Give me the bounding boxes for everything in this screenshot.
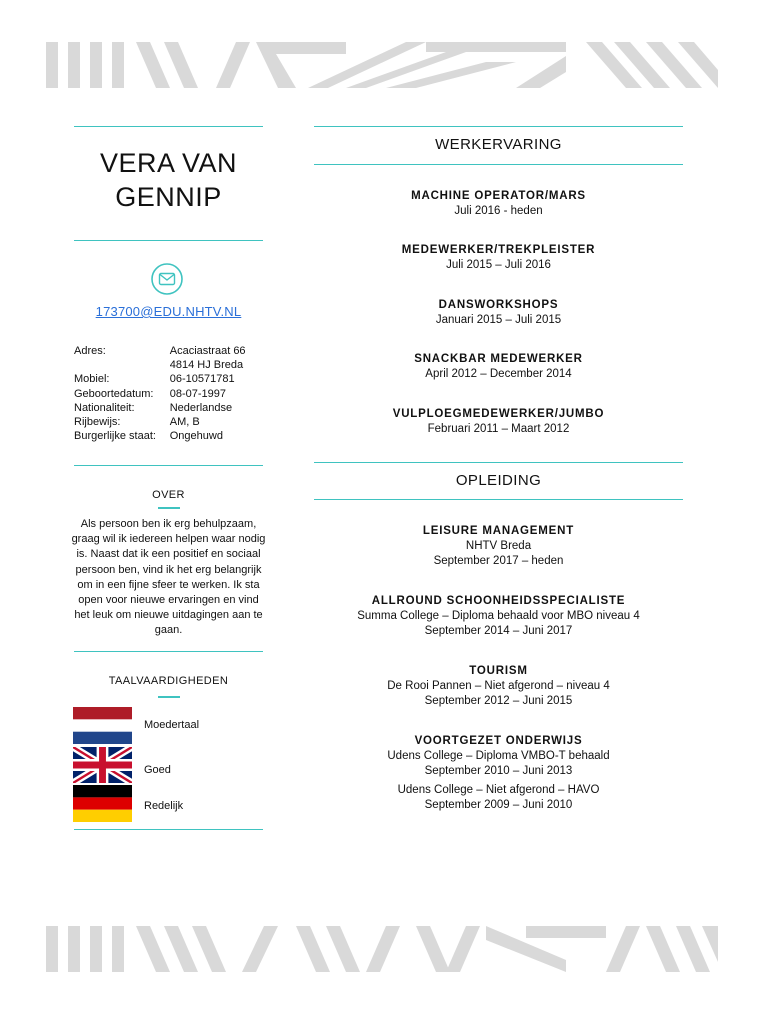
detail-value: 4814 HJ Breda bbox=[169, 359, 244, 372]
education-entry bbox=[314, 594, 683, 639]
entry-title: VULPLOEGMEDEWERKER/JUMBO bbox=[392, 408, 605, 420]
decorative-stripe-band-bottom bbox=[46, 926, 718, 972]
detail-row bbox=[74, 358, 274, 372]
decorative-stripe-band-top bbox=[46, 42, 718, 88]
experience-entry bbox=[314, 243, 683, 273]
entry-line: Juli 2015 – Juli 2016 bbox=[446, 259, 551, 271]
envelope-icon bbox=[151, 263, 183, 295]
person-name bbox=[74, 146, 263, 214]
entry-line: Januari 2015 – Juli 2015 bbox=[435, 314, 562, 326]
detail-label: Adres: bbox=[74, 345, 106, 357]
entry-line: September 2012 – Juni 2015 bbox=[424, 695, 573, 707]
divider bbox=[74, 651, 263, 652]
languages-heading: TAALVAARDIGHEDEN bbox=[108, 675, 229, 687]
detail-label: Rijbewijs: bbox=[74, 416, 121, 429]
detail-value: Nederlandse bbox=[169, 401, 233, 414]
entry-line: September 2010 – Juni 2013 bbox=[424, 765, 573, 777]
entry-line: Udens College – Niet afgerond – HAVO bbox=[397, 784, 600, 796]
divider bbox=[314, 164, 683, 165]
united-kingdom-flag-icon bbox=[73, 747, 132, 783]
heading-underline bbox=[158, 507, 180, 509]
experience-entry bbox=[314, 189, 683, 219]
entry-line: Udens College – Diploma VMBO-T behaald bbox=[387, 750, 610, 762]
about-heading: OVER bbox=[152, 489, 185, 501]
detail-label: Nationaliteit: bbox=[74, 401, 135, 414]
language-level: Goed bbox=[144, 764, 171, 776]
entry-line: Februari 2011 – Maart 2012 bbox=[427, 423, 570, 435]
detail-value: 06-10571781 bbox=[169, 373, 235, 386]
experience-entry bbox=[314, 352, 683, 382]
entry-title: ALLROUND SCHOONHEIDSSPECIALISTE bbox=[371, 595, 626, 607]
education-entry bbox=[314, 734, 683, 813]
entry-line: April 2012 – December 2014 bbox=[425, 368, 572, 380]
entry-title: SNACKBAR MEDEWERKER bbox=[414, 353, 583, 365]
detail-row bbox=[74, 344, 274, 358]
detail-row bbox=[74, 429, 274, 443]
detail-value: 08-07-1997 bbox=[169, 387, 227, 400]
experience-entry bbox=[314, 407, 683, 437]
detail-row bbox=[74, 387, 274, 401]
entry-title: MEDEWERKER/TREKPLEISTER bbox=[401, 244, 596, 256]
detail-value: Ongehuwd bbox=[169, 430, 223, 443]
education-entry bbox=[314, 664, 683, 709]
personal-details bbox=[74, 344, 274, 443]
divider bbox=[314, 462, 683, 463]
language-level: Moedertaal bbox=[144, 719, 200, 731]
detail-row bbox=[74, 372, 274, 386]
detail-label: Burgerlijke staat: bbox=[74, 430, 156, 443]
email-link[interactable]: 173700@EDU.NHTV.NL bbox=[95, 304, 242, 319]
entry-line: Summa College – Diploma behaald voor MBO niveau 4 bbox=[357, 610, 640, 622]
detail-label bbox=[74, 358, 170, 372]
detail-row bbox=[74, 415, 274, 429]
entry-line: NHTV Breda bbox=[465, 540, 532, 552]
about-text: Als persoon ben ik erg behulpzaam, graag wil ik iedereen helpen waar nodig is. Naast dat ik een positief en sociaal persoon ben, vind ik het erg belangrijk om in een fijne sfeer te werken. Ik sta open voor nieuwe ervaringen en vind het leuk om nieuwe uitdagingen aan te gaan. bbox=[71, 518, 266, 637]
entry-line: De Rooi Pannen – Niet afgerond – niveau 4 bbox=[387, 680, 610, 692]
entry-title: LEISURE MANAGEMENT bbox=[422, 525, 575, 537]
entry-title: DANSWORKSHOPS bbox=[438, 299, 559, 311]
heading-underline bbox=[158, 696, 180, 698]
divider bbox=[314, 126, 683, 127]
detail-label: Geboortedatum: bbox=[74, 387, 154, 400]
detail-label: Mobiel: bbox=[74, 373, 110, 386]
entry-line: September 2009 – Juni 2010 bbox=[424, 799, 573, 811]
germany-flag-icon bbox=[73, 785, 132, 822]
detail-value: Acaciastraat 66 bbox=[169, 345, 246, 357]
education-heading: OPLEIDING bbox=[455, 472, 542, 489]
divider bbox=[314, 499, 683, 500]
netherlands-flag-icon bbox=[73, 707, 132, 744]
experience-heading: WERKERVARING bbox=[435, 136, 562, 153]
name-line-2: GENNIP bbox=[115, 182, 222, 212]
entry-title: MACHINE OPERATOR/MARS bbox=[411, 190, 586, 202]
divider bbox=[74, 465, 263, 466]
name-line-1: VERA VAN bbox=[99, 148, 238, 178]
language-level: Redelijk bbox=[144, 800, 184, 812]
experience-entry bbox=[314, 298, 683, 328]
divider bbox=[74, 126, 263, 127]
entry-line: September 2017 – heden bbox=[433, 555, 564, 567]
entry-title: VOORTGEZET ONDERWIJS bbox=[414, 735, 583, 747]
entry-line: Juli 2016 - heden bbox=[454, 205, 543, 217]
entry-line: September 2014 – Juni 2017 bbox=[424, 625, 573, 637]
divider bbox=[74, 240, 263, 241]
detail-value: AM, B bbox=[169, 416, 200, 429]
education-entry bbox=[314, 524, 683, 569]
detail-row bbox=[74, 401, 274, 415]
entry-title: TOURISM bbox=[469, 665, 528, 677]
divider bbox=[74, 829, 263, 830]
